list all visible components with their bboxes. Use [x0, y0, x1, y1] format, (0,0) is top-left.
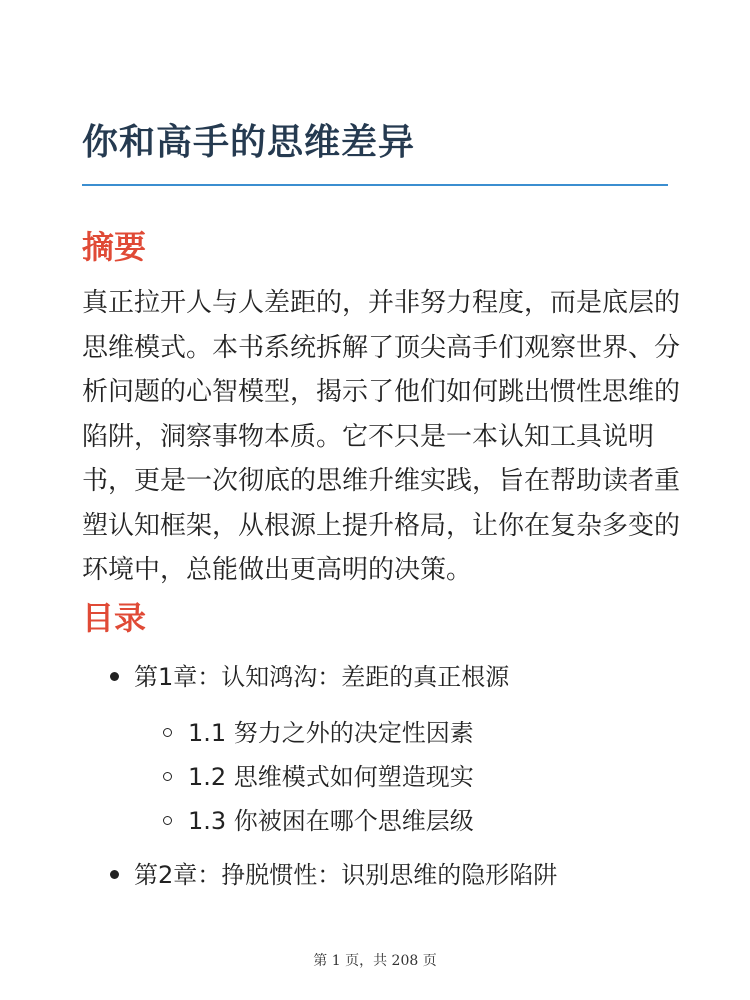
toc-chapter-1[interactable]: [0, 655, 750, 843]
bullet-icon: [110, 870, 119, 879]
toc-chapter-label: 第2章：挣脱惯性：识别思维的隐形陷阱: [134, 861, 558, 889]
page-indicator: 第 1 页，共 208 页: [313, 953, 437, 969]
table-of-contents: [0, 655, 750, 897]
toc-section-1-2[interactable]: [188, 755, 750, 799]
toc-chapter-2[interactable]: [0, 853, 750, 897]
bullet-icon: [110, 672, 119, 681]
toc-section-label: 1.3 你被困在哪个思维层级: [188, 807, 474, 835]
toc-section-1-3[interactable]: [188, 799, 750, 843]
summary-paragraph: 真正拉开人与人差距的，并非努力程度，而是底层的思维模式。本书系统拆解了顶尖高手们观察世界、分析问题的心智模型，揭示了他们如何跳出惯性思维的陷阱，洞察事物本质。它不只是一本认知工具说明书，更是一次彻底的思维升维实践，旨在帮助读者重塑认知框架，从根源上提升格局，让你在复杂多变的环境中，总能做出更高明的决策。: [82, 288, 681, 585]
book-title: 你和高手的思维差异: [82, 122, 416, 163]
toc-section-1-1[interactable]: [188, 711, 750, 755]
circle-bullet-icon: [163, 728, 172, 737]
circle-bullet-icon: [163, 772, 172, 781]
toc-heading: 目录: [82, 599, 147, 637]
toc-section-label: 1.1 努力之外的决定性因素: [188, 719, 474, 747]
title-divider: [82, 184, 668, 186]
circle-bullet-icon: [163, 816, 172, 825]
summary-heading: 摘要: [82, 228, 147, 266]
toc-section-label: 1.2 思维模式如何塑造现实: [188, 763, 474, 791]
toc-chapter-label: 第1章：认知鸿沟：差距的真正根源: [134, 663, 510, 691]
toc-chapter-1-sections: [134, 711, 750, 843]
